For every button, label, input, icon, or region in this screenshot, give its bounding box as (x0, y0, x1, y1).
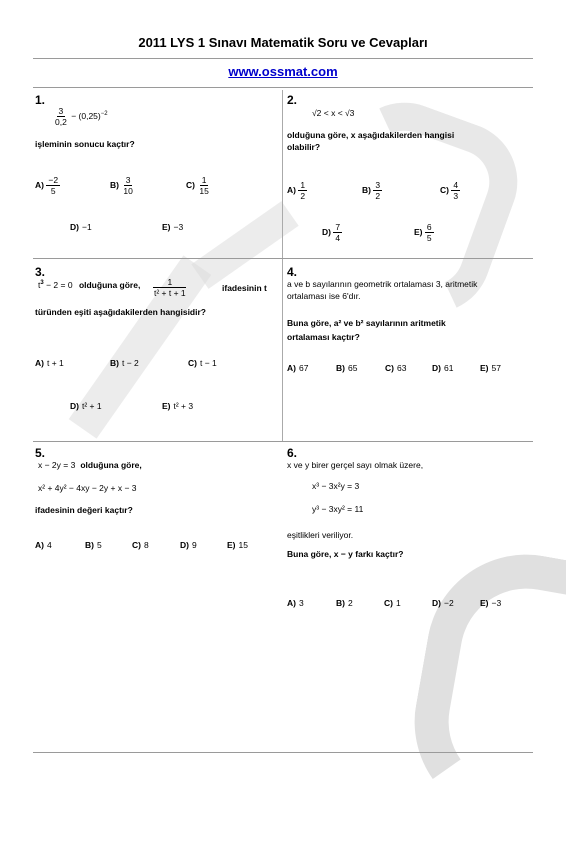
option-a[interactable]: A) 4 (35, 540, 52, 550)
q6-line3: Buna göre, x − y farkı kaçtır? (287, 549, 404, 559)
option-e[interactable]: E) −3 (480, 598, 502, 608)
option-a[interactable]: A) 67 (287, 363, 309, 373)
option-b[interactable]: B) 65 (336, 363, 358, 373)
q2-line2: olabilir? (287, 142, 321, 152)
question-number: 6. (287, 446, 298, 460)
option-a[interactable]: A) t + 1 (35, 358, 64, 368)
option-d[interactable]: D) 9 (180, 540, 197, 550)
q3-tail: ifadesinin t (222, 283, 267, 293)
option-d[interactable]: D) t² + 1 (70, 401, 102, 411)
divider (33, 58, 533, 59)
q6-equation-1: x³ − 3x²y = 3 (312, 481, 360, 491)
option-e[interactable]: E) $\frac{6}{5}$ (414, 222, 432, 243)
column-divider (282, 90, 283, 442)
option-d[interactable]: D) −2 (432, 598, 454, 608)
option-b[interactable]: B) $\frac{3}{2}$ (362, 180, 381, 201)
q4-line1: a ve b sayılarının geometrik ortalaması 3, aritmetik (287, 279, 478, 289)
option-d[interactable]: D) 61 (432, 363, 454, 373)
option-a[interactable]: A) 3 (287, 598, 304, 608)
q4-line3: Buna göre, a² ve b² sayılarının aritmetik (287, 318, 446, 328)
q5-condition: x − 2y = 3 olduğuna göre, (38, 460, 142, 470)
q4-line4: ortalaması kaçtır? (287, 332, 360, 342)
divider (33, 87, 533, 88)
option-a[interactable]: A) $\frac{1}{2}$ (287, 180, 306, 201)
watermark-shape (399, 539, 566, 849)
site-link[interactable]: www.ossmat.com (228, 64, 338, 79)
option-c[interactable]: C) 1 (384, 598, 401, 608)
option-b[interactable]: B) 2 (336, 598, 353, 608)
option-e[interactable]: E) 15 (227, 540, 248, 550)
option-b[interactable]: B) t − 2 (110, 358, 139, 368)
option-e[interactable]: E) −3 (162, 222, 184, 232)
q6-line1: x ve y birer gerçel sayı olmak üzere, (287, 460, 424, 470)
divider (33, 441, 533, 442)
divider (33, 258, 533, 259)
q6-equation-2: y³ − 3xy² = 11 (312, 504, 364, 514)
question-number: 3. (35, 265, 46, 279)
question-number: 5. (35, 446, 46, 460)
question-number: 4. (287, 265, 298, 279)
question-number: 1. (35, 93, 46, 107)
q5-question: ifadesinin değeri kaçtır? (35, 505, 133, 515)
option-e[interactable]: E) t² + 3 (162, 401, 194, 411)
q1-question: işleminin sonucu kaçtır? (35, 139, 135, 149)
q5-expression: x² + 4y² − 4xy − 2y + x − 3 (38, 483, 137, 493)
option-d[interactable]: D) $\frac{7}{4}$ (322, 222, 341, 243)
option-e[interactable]: E) 57 (480, 363, 501, 373)
option-b[interactable]: B) $\frac{3}{10}$ (110, 175, 133, 196)
option-c[interactable]: C) $\frac{4}{3}$ (440, 180, 459, 201)
q6-line2: eşitlikleri veriliyor. (287, 530, 354, 540)
option-c[interactable]: C) 63 (385, 363, 407, 373)
q3-fraction: $\frac{1}{\text{t² + t + 1}}$ (154, 277, 186, 298)
option-c[interactable]: C) 8 (132, 540, 149, 550)
q1-expression: $\frac{3}{0,2}$ − $(0,25)^{-2}$ (55, 106, 108, 127)
option-c[interactable]: C) $\frac{1}{15}$ (186, 175, 209, 196)
q3-line2: türünden eşiti aşağıdakilerden hangisidir? (35, 307, 206, 317)
page-title: 2011 LYS 1 Sınavı Matematik Soru ve Cevapları (138, 35, 428, 50)
divider (33, 752, 533, 753)
question-number: 2. (287, 93, 298, 107)
option-a[interactable]: A) $\frac{-2}{5}$ (35, 175, 59, 196)
option-c[interactable]: C) t − 1 (188, 358, 217, 368)
q2-line1: olduğuna göre, x aşağıdakilerden hangisi (287, 130, 455, 140)
q3-condition: $t^3 - 2 = 0$ olduğuna göre, (38, 280, 141, 290)
q2-expression: √2 < x < √3 (312, 108, 355, 118)
q4-line2: ortalaması ise 6'dır. (287, 291, 361, 301)
option-b[interactable]: B) 5 (85, 540, 102, 550)
option-d[interactable]: D) −1 (70, 222, 92, 232)
